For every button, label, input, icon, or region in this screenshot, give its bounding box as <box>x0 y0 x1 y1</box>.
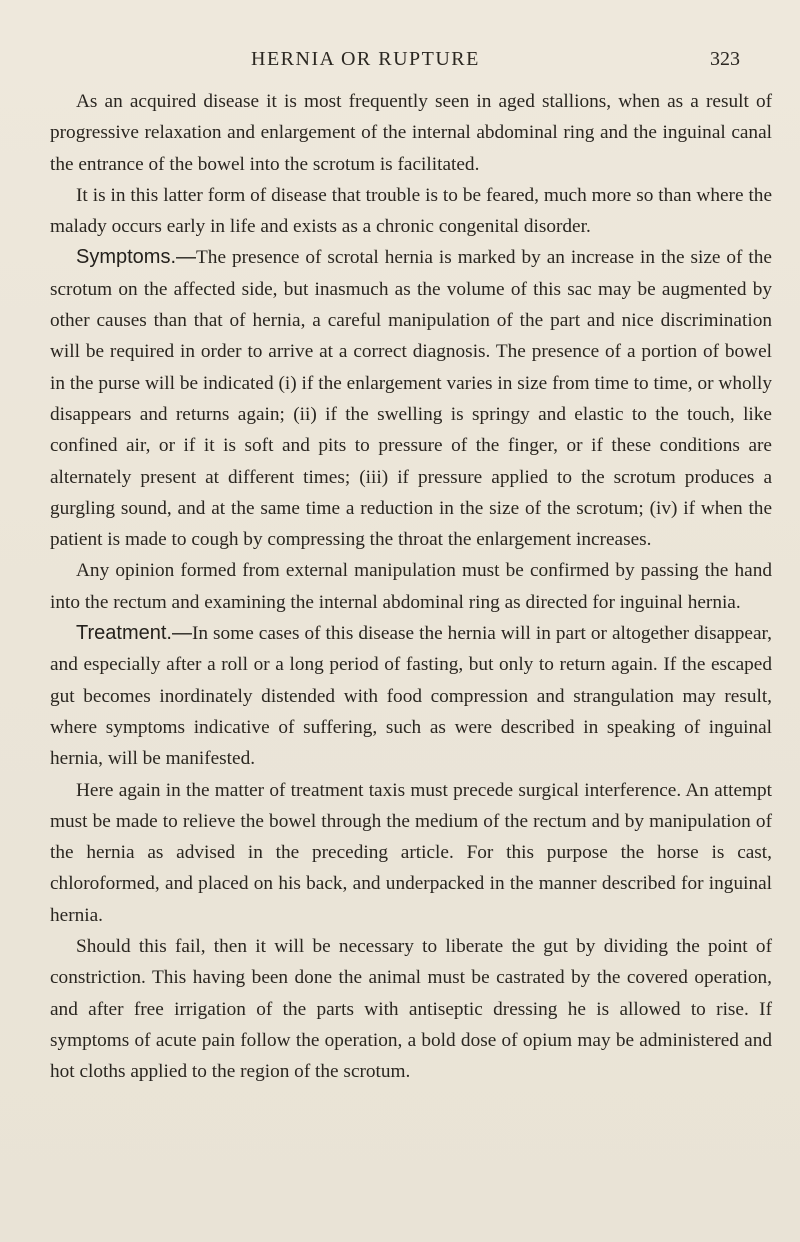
paragraph-text: As an acquired disease it is most frequently seen in aged stallions, when as a result of progressive relaxation and enlargement of the internal abdominal ring and the inguinal canal the entrance of the bowel into the scrotum is facilitated. <box>50 91 772 175</box>
paragraph-taxis <box>50 775 772 931</box>
section-heading-symptoms: Symptoms.— <box>76 246 197 269</box>
page-number: 323 <box>710 48 740 70</box>
section-heading-treatment: Treatment.— <box>76 622 192 645</box>
paragraph-opinion <box>50 555 772 618</box>
paragraph-text: In some cases of this disease the hernia will in part or altogether disappear, and especially after a roll or a long period of fasting, but only to return again. If the escaped gut becomes inordinately distended with food compression and strangulation may result, where symptoms indicative of suffering, such as were described in speaking of inguinal hernia, will be manifested. <box>50 623 772 770</box>
paragraph-surgery <box>50 931 772 1087</box>
paragraph-text: Here again in the matter of treatment taxis must precede surgical interference. An attempt must be made to relieve the bowel through the medium of the rectum and by manipulation of the hernia as advised in the preceding article. For this purpose the horse is cast, chloroformed, and placed on his back, and underpacked in the manner described for inguinal hernia. <box>50 779 772 926</box>
running-head <box>0 48 800 78</box>
paragraph-treatment <box>50 618 772 774</box>
paragraph-symptoms <box>50 242 772 555</box>
paragraph-text: Any opinion formed from external manipulation must be confirmed by passing the hand into the rectum and examining the internal abdominal ring as directed for inguinal hernia. <box>50 560 772 613</box>
running-head-title: HERNIA OR RUPTURE <box>251 48 480 70</box>
body-text <box>50 86 772 1088</box>
paragraph-text: The presence of scrotal hernia is marked by an increase in the size of the scrotum on the affected side, but inasmuch as the volume of this sac may be augmented by other causes than that of hernia, a careful manipulation of the part and nice discrimination will be required in order to arrive at a correct diagnosis. The presence of a portion of bowel in the purse will be indicated (i) if the enlargement varies in size from time to time, or wholly disappears and returns again; (ii) if the swelling is springy and elastic to the touch, like confined air, or if it is soft and pits to pressure of the finger, or if these conditions are alternately present at different times; (iii) if pressure applied to the scrotum produces a gurgling sound, and at the same time a reduction in the size of the scrotum; (iv) if when the patient is made to cough by compressing the throat the enlargement increases. <box>50 247 772 551</box>
paragraph-acquired-disease <box>50 86 772 180</box>
paragraph-latter-form <box>50 180 772 243</box>
paragraph-text: It is in this latter form of disease that trouble is to be feared, much more so than where the malady occurs early in life and exists as a chronic congenital disorder. <box>50 184 772 238</box>
paragraph-text: Should this fail, then it will be necessary to liberate the gut by dividing the point of constriction. This having been done the animal must be castrated by the covered operation, and after free irrigation of the parts with antiseptic dressing he is allowed to rise. If symptoms of acute pain follow the operation, a bold dose of opium may be administered and hot cloths applied to the region of the scrotum. <box>50 936 772 1083</box>
